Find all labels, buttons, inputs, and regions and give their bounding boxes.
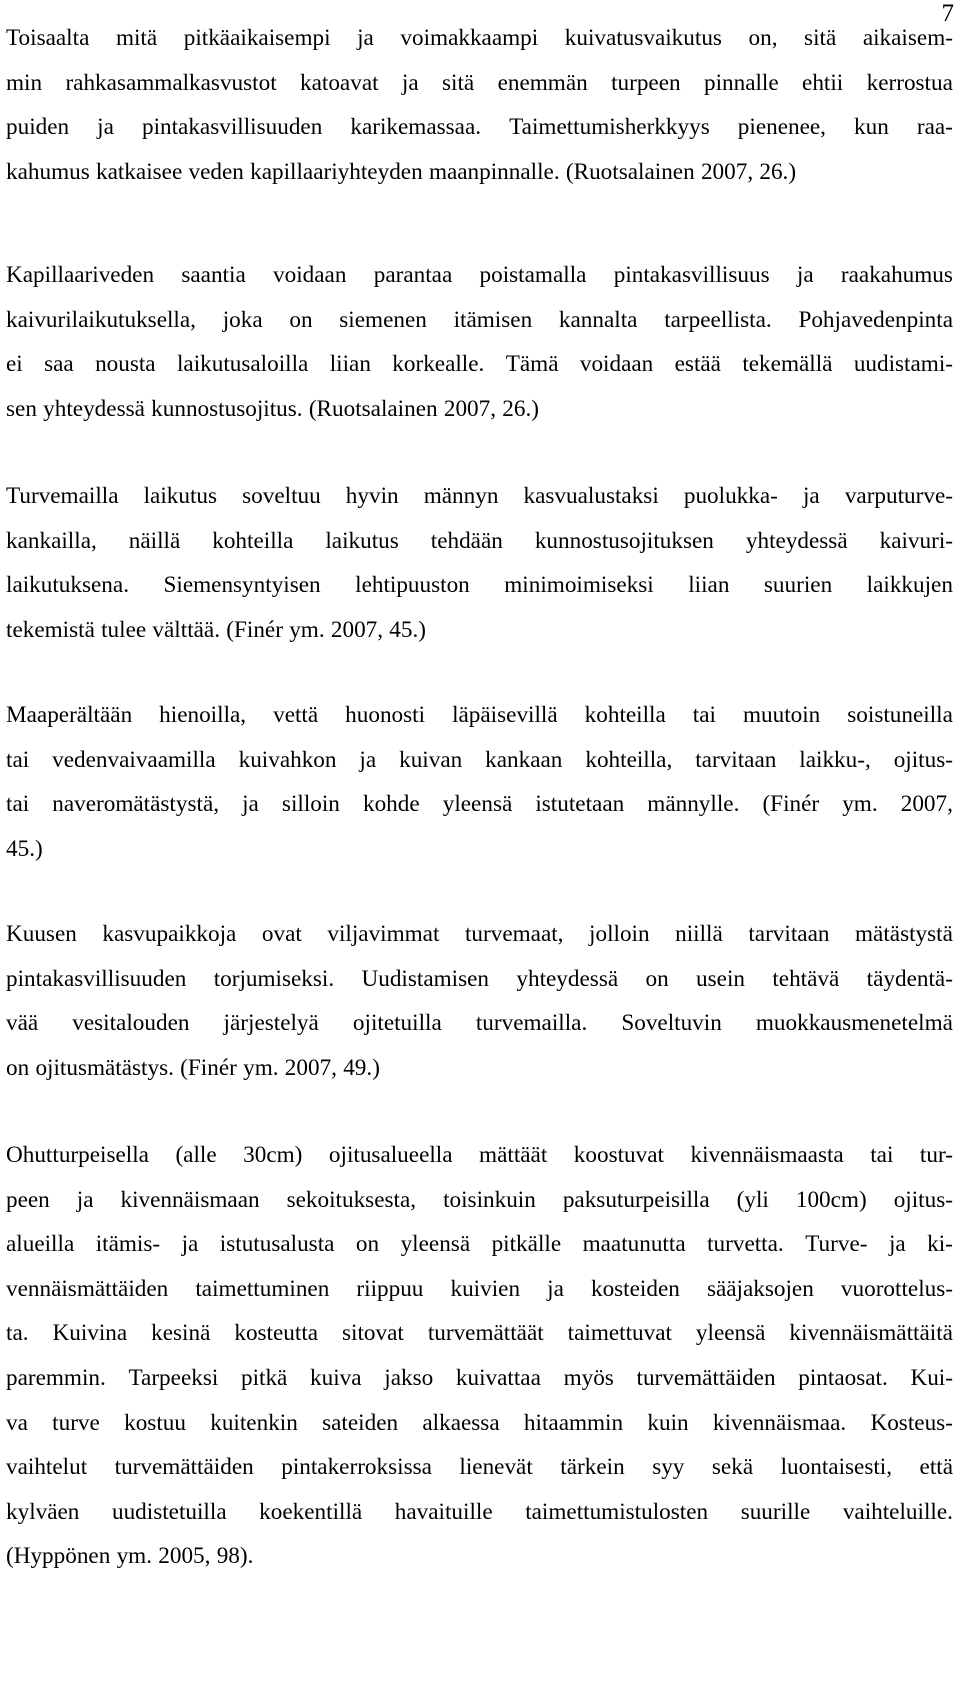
text-line: kaivurilaikutuksella, joka on siemenen itämisen kannalta tarpeellista. Pohjavedenpinta (6, 306, 953, 333)
text-line: min rahkasammalkasvustot katoavat ja sitä enemmän turpeen pinnalle ehtii kerrostua (6, 69, 953, 96)
paragraph-5 (6, 912, 953, 1090)
text-line: alueilla itämis- ja istutusalusta on yleensä pitkälle maatunutta turvetta. Turve- ja ki- (6, 1231, 953, 1258)
text-line: vaihtelut turvemättäiden pintakerroksissa lienevät tärkein syy sekä luontaisesti, että (6, 1454, 953, 1481)
text-line: vennäismättäiden taimettuminen riippuu kuivien ja kosteiden sääjaksojen vuorottelus- (6, 1275, 953, 1302)
page-number: 7 (941, 0, 954, 27)
text-line: on ojitusmätästys. (Finér ym. 2007, 49.) (6, 1054, 380, 1081)
paragraph-1 (6, 16, 953, 194)
text-line: 45.) (6, 835, 43, 862)
text-line: Toisaalta mitä pitkäaikaisempi ja voimakkaampi kuivatusvaikutus on, sitä aikaisem- (6, 25, 953, 51)
text-line: Ohutturpeisella (alle 30cm) ojitusalueella mättäät koostuvat kivennäismaasta tai tur- (6, 1142, 953, 1168)
text-line: kahumus katkaisee veden kapillaariyhteyden maanpinnalle. (Ruotsalainen 2007, 26.) (6, 158, 797, 185)
text-line: tai naveromätästystä, ja silloin kohde yleensä istutetaan männylle. (Finér ym. 2007, (6, 791, 953, 818)
text-line: ei saa nousta laikutusaloilla liian korkealle. Tämä voidaan estää tekemällä uudistami- (6, 351, 953, 378)
paragraph-4 (6, 693, 953, 871)
paragraph-2 (6, 253, 953, 431)
text-line: Kuusen kasvupaikkoja ovat viljavimmat turvemaat, jolloin niillä tarvitaan mätästystä (6, 921, 953, 947)
text-line: laikutuksena. Siemensyntyisen lehtipuuston minimoimiseksi liian suurien laikkujen (6, 572, 953, 599)
paragraph-6 (6, 1133, 953, 1579)
text-line: tekemistä tulee välttää. (Finér ym. 2007, 45.) (6, 616, 427, 643)
text-line: kankailla, näillä kohteilla laikutus tehdään kunnostusojituksen yhteydessä kaivuri- (6, 527, 953, 554)
text-line: tai vedenvaivaamilla kuivahkon ja kuivan kankaan kohteilla, tarvitaan laikku-, ojitus- (6, 746, 953, 773)
text-line: (Hyppönen ym. 2005, 98). (6, 1543, 254, 1570)
text-line: ta. Kuivina kesinä kosteutta sitovat turvemättäät taimettuvat yleensä kivennäismättäitä (6, 1320, 953, 1347)
text-line: pintakasvillisuuden torjumiseksi. Uudistamisen yhteydessä on usein tehtävä täydentä- (6, 965, 953, 992)
text-line: va turve kostuu kuitenkin sateiden alkaessa hitaammin kuin kivennäismaa. Kosteus- (6, 1409, 953, 1436)
paragraph-3 (6, 474, 953, 652)
text-line: sen yhteydessä kunnostusojitus. (Ruotsalainen 2007, 26.) (6, 395, 539, 422)
text-line: peen ja kivennäismaan sekoituksesta, toisinkuin paksuturpeisilla (yli 100cm) ojitus- (6, 1186, 953, 1213)
text-line: Maaperältään hienoilla, vettä huonosti läpäisevillä kohteilla tai muutoin soistuneilla (6, 702, 953, 728)
text-line: vää vesitalouden järjestelyä ojitetuilla turvemailla. Soveltuvin muokkausmenetelmä (6, 1010, 953, 1037)
text-line: kylväen uudistetuilla koekentillä havaituille taimettumistulosten suurille vaihteluille. (6, 1498, 953, 1525)
text-line: paremmin. Tarpeeksi pitkä kuiva jakso kuivattaa myös turvemättäiden pintaosat. Kui- (6, 1364, 953, 1391)
text-line: puiden ja pintakasvillisuuden karikemassaa. Taimettumisherkkyys pienenee, kun raa- (6, 114, 953, 141)
text-line: Turvemailla laikutus soveltuu hyvin männyn kasvualustaksi puolukka- ja varputurve- (6, 483, 953, 509)
text-line: Kapillaariveden saantia voidaan parantaa poistamalla pintakasvillisuus ja raakahumus (6, 262, 953, 288)
